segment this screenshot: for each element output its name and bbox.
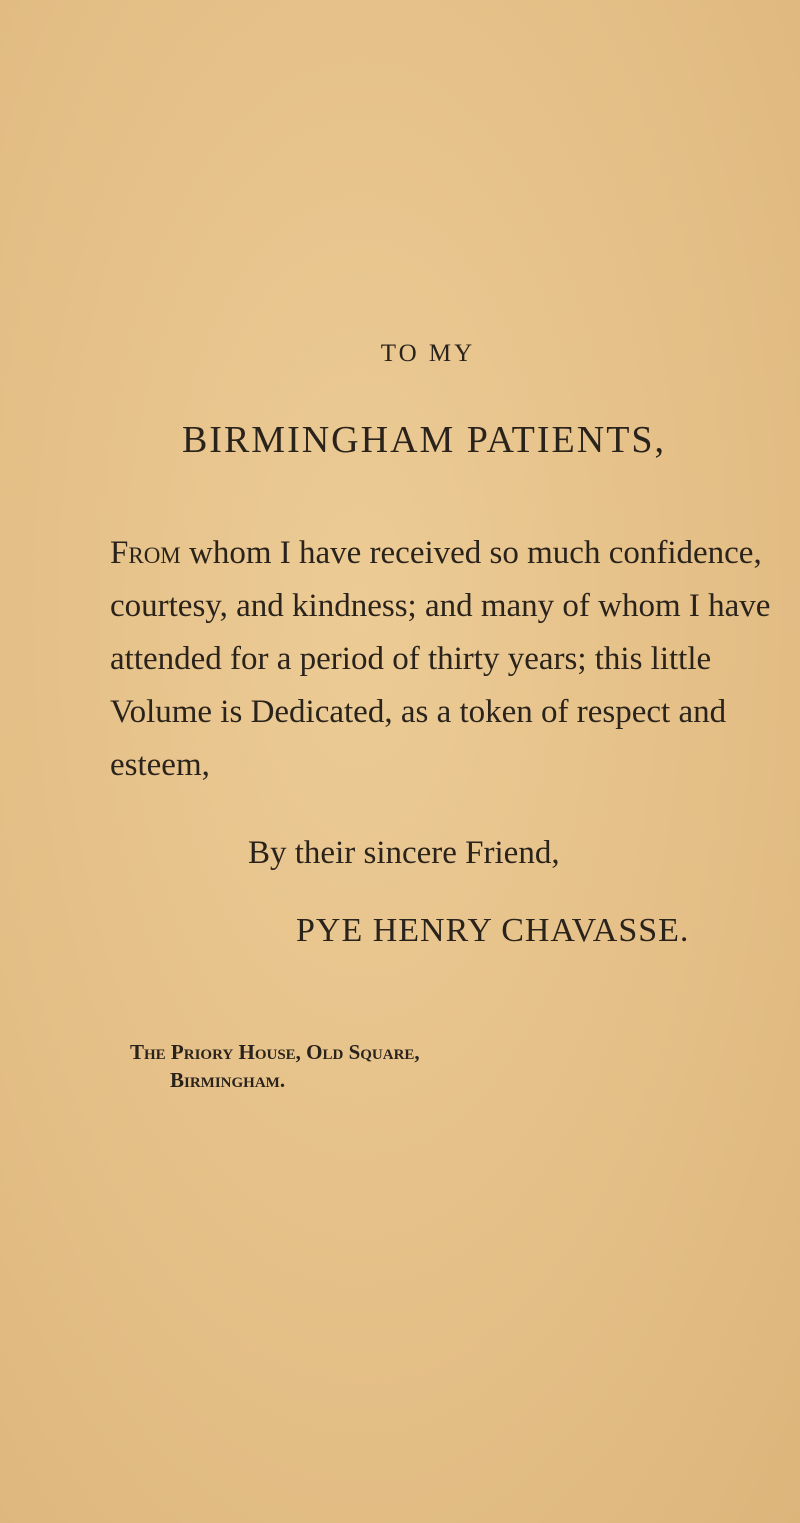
heading-to-my: TO MY (380, 340, 476, 367)
address-line-2: Birmingham. (170, 1068, 286, 1092)
dedication-line-4: Volume is Dedicated, as a token of respect and (110, 694, 727, 730)
address-line-1: The Priory House, Old Square, (130, 1040, 420, 1064)
dedication-line-2: courtesy, and kindness; and many of whom I have (110, 588, 771, 624)
dedication-paragraph (110, 527, 771, 792)
heading-title: BIRMINGHAM PATIENTS, (181, 419, 667, 461)
dedication-line-5: esteem, (110, 747, 210, 783)
dedication-line-3: attended for a period of thirty years; this little (110, 641, 712, 677)
dedication-line-1 (110, 527, 762, 580)
author-signature: PYE HENRY CHAVASSE. (296, 912, 690, 949)
signoff: By their sincere Friend, (248, 835, 560, 871)
author-address (130, 1038, 420, 1094)
dedication-line-1-rest: whom I have received so much confidence, (189, 535, 762, 571)
dedication-first-word: From (110, 535, 181, 571)
